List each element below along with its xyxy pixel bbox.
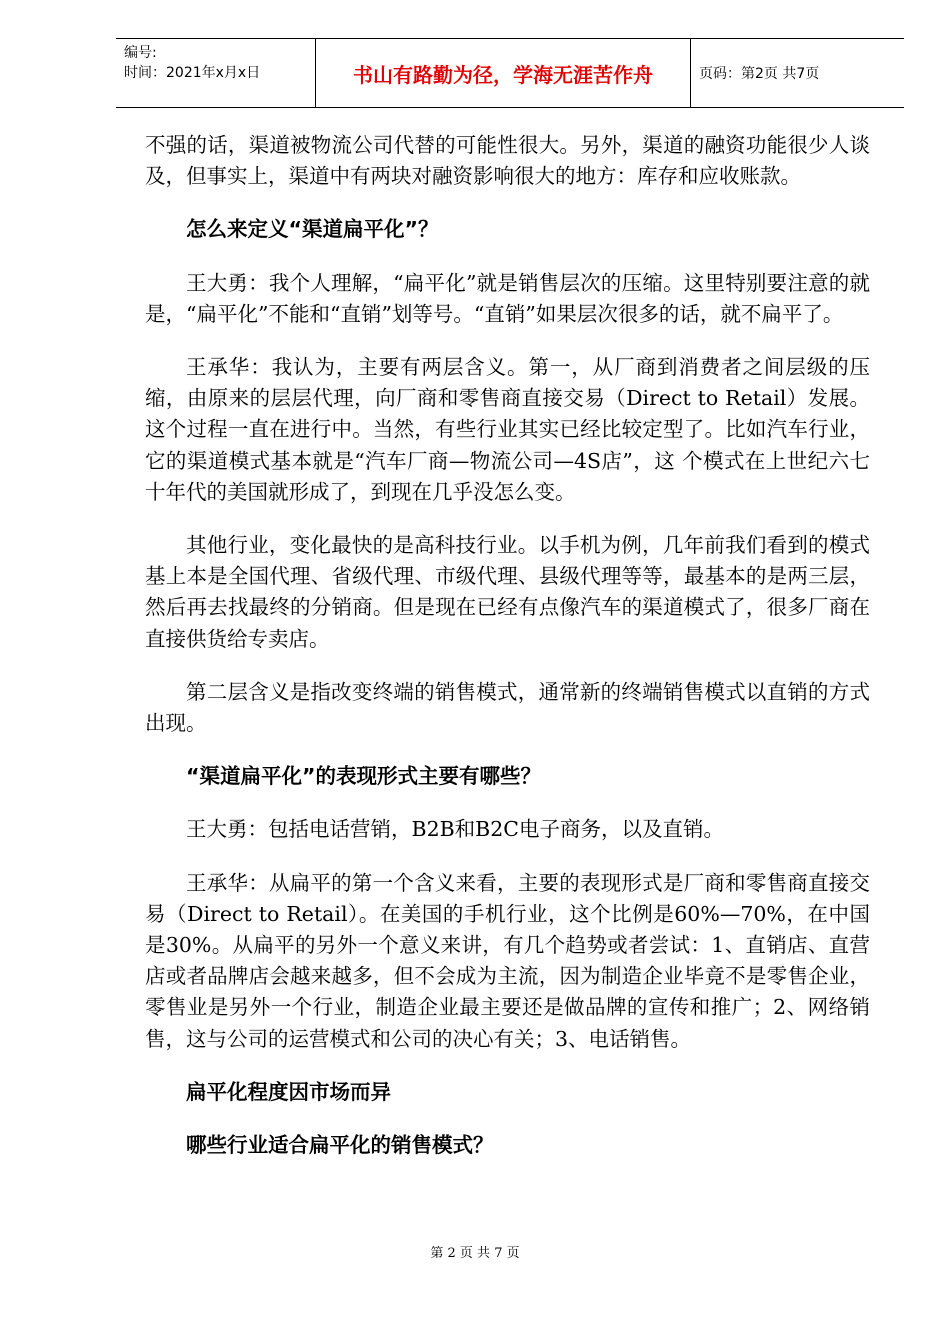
document-time: 时间：2021年x月x日	[124, 65, 261, 81]
document-body	[145, 130, 870, 1183]
paragraph: 其他行业，变化最快的是高科技行业。以手机为例，几年前我们看到的模式基上本是全国代理、省级代理、市级代理、县级代理等等，最基本的是两三层，然后再去找最终的分销商。但是现在已经有点像汽车的渠道模式了，很多厂商在直接供货给专卖店。	[145, 533, 870, 651]
header-meta	[116, 39, 316, 107]
question-heading: 哪些行业适合扁平化的销售模式？	[186, 1133, 494, 1158]
page-footer: 第 2 页 共 7 页	[430, 1246, 520, 1261]
section-heading: 扁平化程度因市场而异	[186, 1079, 391, 1104]
document-number-label: 编号:	[124, 45, 157, 61]
header-page-info: 页码：第2页 共7页	[699, 66, 820, 82]
paragraph: 王大勇：我个人理解，“扁平化”就是销售层次的压缩。这里特别要注意的就是，“扁平化”不能和“直销”划等号。“直销”如果层次很多的话，就不扁平了。	[145, 270, 870, 326]
header-motto: 书山有路勤为径，学海无涯苦作舟	[316, 39, 691, 107]
question-heading: “渠道扁平化”的表现形式主要有哪些？	[186, 764, 541, 789]
paragraph: 王承华：我认为，主要有两层含义。第一，从厂商到消费者之间层级的压缩，由原来的层层代理，向厂商和零售商直接交易（Direct to Retail）发展。这个过程一直在进行中。当然，有些行业其实已经比较定型了。比如汽车行业，它的渠道模式基本就是“汽车厂商—物流公司—4S店”，这 个模式在上世纪六七十年代的美国就形成了，到现在几乎没怎么变。	[145, 355, 870, 504]
question-heading: 怎么来定义“渠道扁平化”？	[186, 217, 439, 242]
paragraph: 王承华：从扁平的第一个含义来看，主要的表现形式是厂商和零售商直接交易（Direct to Retail）。在美国的手机行业，这个比例是60%—70%，在中国是30%。从扁平的另外一个意义来讲，有几个趋势或者尝试：1、直销店、直营店或者品牌店会越来越多，但不会成为主流，因为制造企业毕竟不是零售企业，零售业是另外一个行业，制造企业最主要还是做品牌的宣传和推广；2、网络销售，这与公司的运营模式和公司的决心有关；3、电话销售。	[145, 870, 870, 1051]
paragraph: 不强的话，渠道被物流公司代替的可能性很大。另外，渠道的融资功能很少人谈及，但事实上，渠道中有两块对融资影响很大的地方：库存和应收账款。	[145, 133, 870, 189]
paragraph: 王大勇：包括电话营销，B2B和B2C电子商务，以及直销。	[186, 817, 724, 842]
paragraph: 第二层含义是指改变终端的销售模式，通常新的终端销售模式以直销的方式出现。	[145, 679, 870, 736]
page-header	[116, 38, 904, 108]
